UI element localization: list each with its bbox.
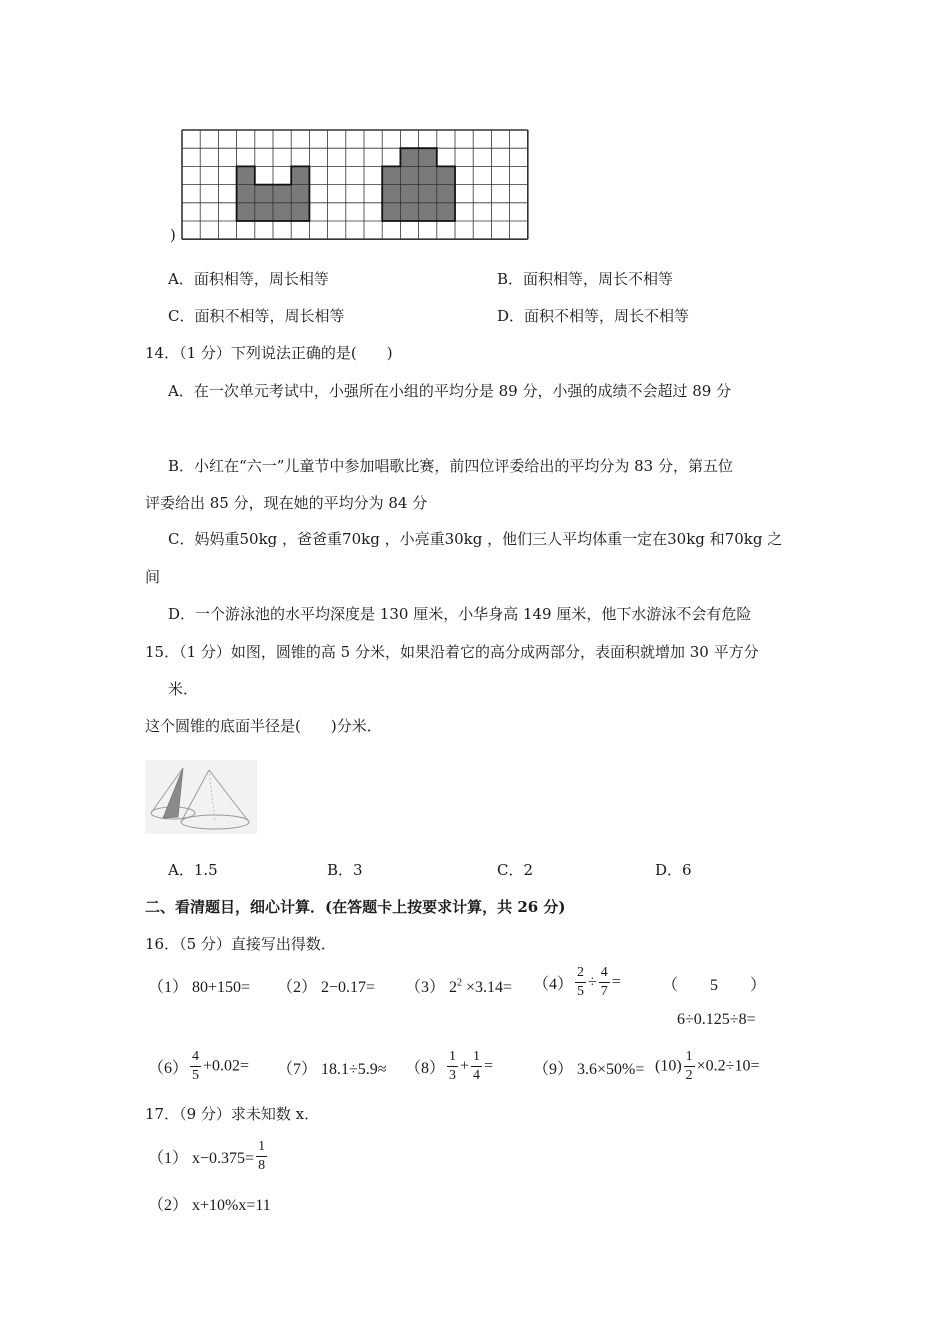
shaded-cell (291, 166, 309, 184)
fraction-denominator: 4 (473, 1068, 481, 1083)
q16-p8-fraction-1 (447, 1050, 458, 1083)
fraction-numerator: 1 (256, 1140, 267, 1157)
q16-problem-5-expression: 6÷0.125÷8= (677, 1011, 756, 1028)
shaded-cell (237, 203, 255, 221)
q16-p8-label: （8） (405, 1060, 446, 1077)
q14-option-d[interactable]: D．一个游泳池的水平均深度是 130 厘米，小华身高 149 厘米，他下水游泳不会有危险 (168, 605, 752, 623)
q14-option-a[interactable]: A．在一次单元考试中，小强所在小组的平均分是 89 分，小强的成绩不会超过 89 分 (168, 382, 732, 400)
q16-p3-rest: ×3.14= (462, 979, 513, 996)
shaded-cell (437, 203, 455, 221)
q15-stem-line2: 米． (168, 680, 199, 698)
shaded-cell (382, 166, 400, 184)
q14-option-c-line1[interactable]: C．妈妈重50kg ，爸爸重70kg ，小亮重30kg ，他们三人平均体重一定在30kg 和70kg 之 (168, 530, 783, 548)
option-text: 面积相等，周长相等 (193, 270, 329, 288)
q16-problem-1: （1） 80+150= (148, 979, 251, 996)
q13-option-b[interactable] (497, 268, 673, 289)
q16-p3-exponent: 2 (457, 977, 463, 989)
q17-p1-fraction (256, 1140, 267, 1173)
q16-p4-label: （4） (533, 976, 574, 993)
option-letter: B． (497, 270, 524, 288)
q16-p10-label: (10) (655, 1057, 682, 1075)
q15-option-a[interactable]: A．1.5 (168, 861, 218, 879)
shaded-cell (419, 203, 437, 221)
shaded-cell (255, 203, 273, 221)
shaded-cell (400, 166, 418, 184)
shaded-cell (291, 203, 309, 221)
q13-grid-figure (180, 128, 532, 246)
shaded-cell (419, 166, 437, 184)
q16-p8-operator: + (460, 1057, 470, 1075)
fraction-numerator: 4 (599, 966, 610, 983)
q15-option-d[interactable]: D．6 (655, 861, 692, 879)
option-text: 面积不相等，周长不相等 (524, 307, 690, 325)
fraction-denominator: 5 (577, 984, 585, 999)
shaded-cell (400, 203, 418, 221)
fraction-numerator: 1 (684, 1050, 695, 1067)
shaded-cell (291, 185, 309, 203)
q16-problem-8 (405, 1050, 493, 1083)
q16-p10-rest: ×0.2÷10= (696, 1057, 760, 1075)
q16-problem-10 (655, 1050, 759, 1083)
q16-problem-9: （9） 3.6×50%= (533, 1061, 645, 1078)
shaded-cell (400, 185, 418, 203)
q16-p4-fraction-2 (599, 966, 610, 999)
shaded-cell (437, 166, 455, 184)
q16-p10-fraction (684, 1050, 695, 1083)
q15-cone-figure (145, 760, 257, 834)
q16-p4-fraction-1 (575, 966, 586, 999)
q16-p6-label: （6） (148, 1060, 189, 1077)
fraction-denominator: 2 (685, 1068, 693, 1083)
q17-problem-1 (148, 1140, 269, 1173)
fraction-denominator: 3 (449, 1068, 457, 1083)
option-letter: A． (168, 270, 194, 288)
fraction-numerator: 4 (190, 1050, 201, 1067)
q14-stem: 14．（1 分）下列说法正确的是( ) (145, 344, 393, 362)
option-text: 面积相等，周长不相等 (523, 270, 674, 288)
q16-problem-7: （7） 18.1÷5.9≈ (277, 1061, 387, 1078)
option-text: 面积不相等，周长相等 (194, 307, 345, 325)
q16-problem-4 (533, 966, 621, 999)
q16-problem-2: （2） 2−0.17= (277, 979, 376, 996)
q15-option-c[interactable]: C．2 (497, 861, 534, 879)
q17-stem: 17．（9 分）求未知数 x． (145, 1105, 320, 1123)
q14-option-c-line2: 间 (145, 568, 161, 586)
q17-problem-2: （2） x+10%x=11 (148, 1197, 271, 1214)
shaded-cell (273, 185, 291, 203)
shaded-cell (237, 185, 255, 203)
fraction-numerator: 1 (471, 1050, 482, 1067)
shaded-cell (419, 185, 437, 203)
q16-p8-equals: = (484, 1057, 494, 1075)
shaded-cell (237, 166, 255, 184)
shaded-cell (273, 203, 291, 221)
q15-stem-line1: 15．（1 分）如图，圆锥的高 5 分米，如果沿着它的高分成两部分，表面积就增加 30 平方分 (145, 643, 759, 661)
section2-title: 二、看清题目，细心计算．(在答题卡上按要求计算，共 26 分) (145, 898, 566, 916)
q16-p4-equals: = (611, 973, 621, 991)
q16-problem-6 (148, 1050, 249, 1083)
fraction-denominator: 7 (600, 984, 608, 999)
q16-p3-label: （3） 2 (405, 979, 458, 996)
shaded-cell (400, 148, 418, 166)
shaded-cell (255, 185, 273, 203)
q16-p6-rest: +0.02= (203, 1057, 250, 1075)
q13-close-paren: ) (170, 226, 176, 244)
q14-option-b-line2: 评委给出 85 分，现在她的平均分为 84 分 (145, 494, 428, 512)
shaded-cell (419, 148, 437, 166)
q15-option-b[interactable]: B．3 (327, 861, 363, 879)
shaded-cell (382, 185, 400, 203)
q16-problem-5-label: （ 5 ） (662, 977, 767, 994)
fraction-denominator: 8 (258, 1158, 266, 1173)
q15-stem-line3: 这个圆锥的底面半径是( )分米． (145, 717, 382, 735)
shaded-cell (437, 185, 455, 203)
q16-p4-operator: ÷ (588, 973, 597, 991)
q13-option-c[interactable] (168, 305, 345, 326)
q16-stem: 16．（5 分）直接写出得数． (145, 935, 336, 953)
fraction-denominator: 5 (192, 1068, 200, 1083)
q16-p8-fraction-2 (471, 1050, 482, 1083)
q14-option-b-line1[interactable]: B．小红在“六一”儿童节中参加唱歌比赛，前四位评委给出的平均分为 83 分，第五位 (168, 457, 733, 475)
option-letter: D． (497, 307, 525, 325)
q13-option-a[interactable] (168, 268, 329, 289)
q17-p1-label: （1） x−0.375= (148, 1150, 255, 1167)
shaded-cell (382, 203, 400, 221)
q13-option-d[interactable] (497, 305, 689, 326)
q16-p6-fraction (190, 1050, 201, 1083)
fraction-numerator: 1 (447, 1050, 458, 1067)
q16-problem-3 (405, 974, 512, 997)
fraction-numerator: 2 (575, 966, 586, 983)
option-letter: C． (168, 307, 195, 325)
